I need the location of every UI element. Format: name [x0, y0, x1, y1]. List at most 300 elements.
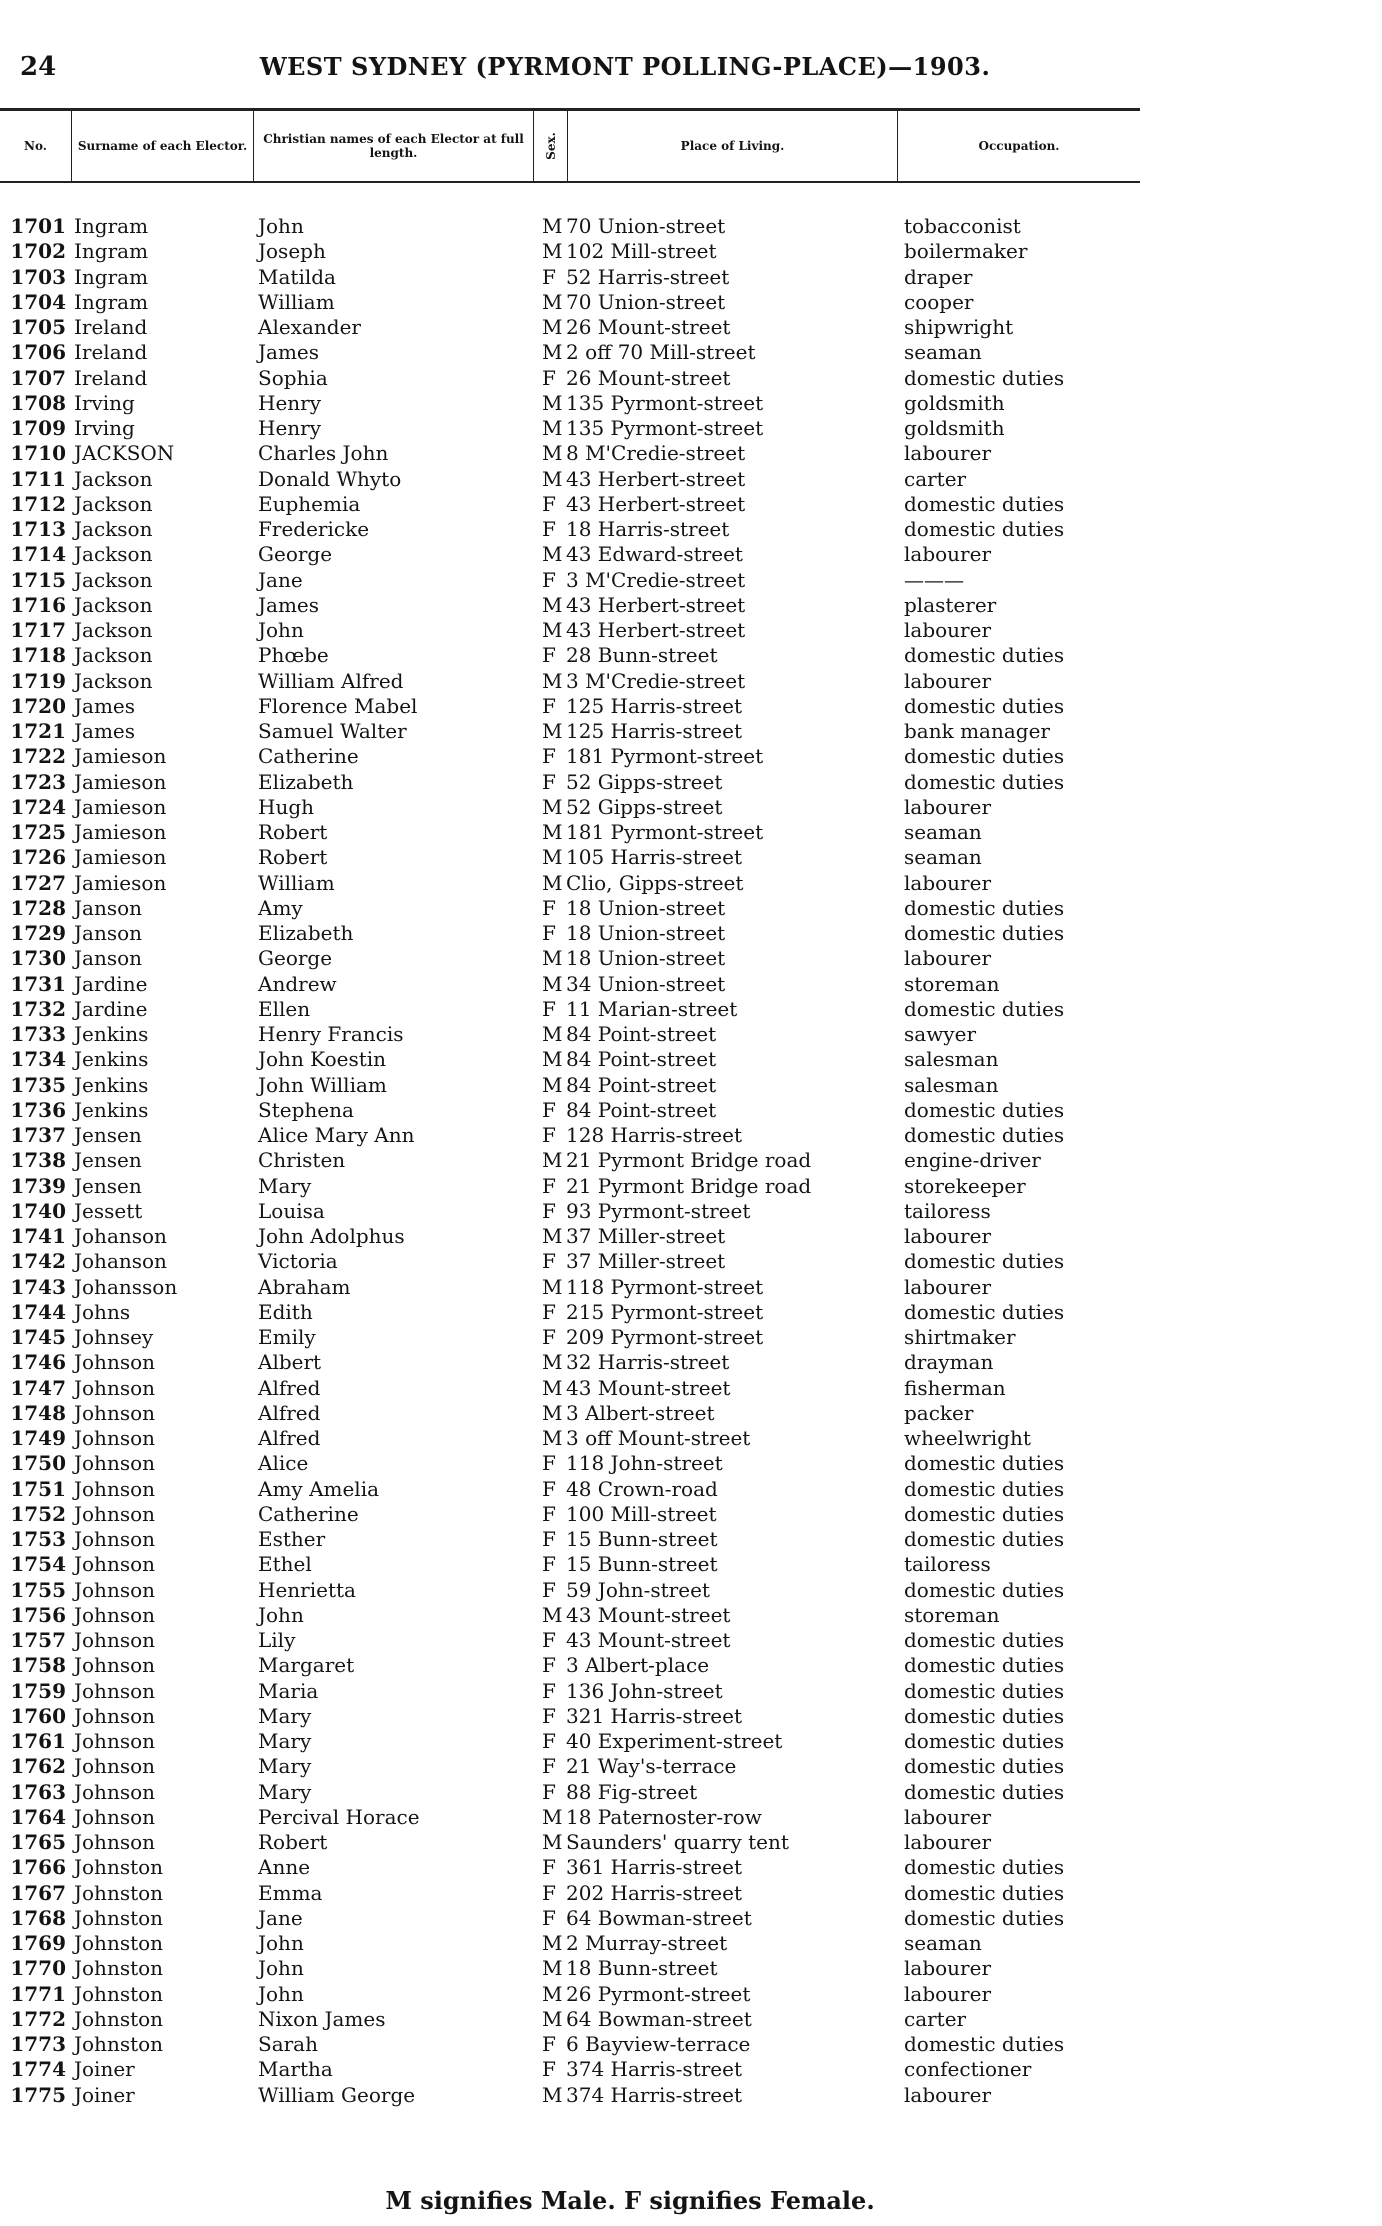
sex-legend: M signifies Male. F signifies Female. [385, 2186, 875, 2215]
row-sex: F [542, 1905, 556, 1930]
table-row [0, 770, 1140, 795]
row-surname: Johnston [74, 1931, 164, 1955]
row-place-of-living: 209 Pyrmont-street [566, 1325, 764, 1349]
row-occupation: labourer [904, 618, 992, 642]
row-surname: Jackson [74, 542, 153, 567]
row-surname: Jackson [74, 618, 153, 642]
row-surname: Jamieson [74, 769, 167, 794]
row-number: 1758 [10, 1653, 66, 1678]
row-sex: F [542, 769, 556, 794]
row-christian-names: James [258, 592, 320, 617]
row-number: 1706 [10, 340, 66, 365]
row-christian-names: John [258, 1602, 304, 1627]
row-sex: M [542, 592, 563, 617]
row-christian-names: Nixon James [258, 2006, 386, 2031]
row-sex: F [542, 1173, 556, 1198]
row-number: 1724 [10, 794, 66, 819]
row-place-of-living: 125 Harris-street [566, 693, 743, 718]
row-place-of-living: 84 Point-street [566, 1097, 717, 1122]
row-christian-names: Elizabeth [258, 921, 354, 945]
row-occupation: shirtmaker [904, 1325, 1016, 1349]
row-number: 1719 [10, 668, 66, 693]
row-surname: Ireland [74, 315, 148, 339]
table-row [0, 2057, 1140, 2082]
row-surname: Jardine [74, 971, 148, 996]
row-place-of-living: 37 Miller-street [566, 1249, 726, 1274]
row-number: 1749 [10, 1426, 66, 1450]
row-place-of-living: 2 Murray-street [566, 1931, 728, 1955]
row-sex: M [542, 1981, 563, 2006]
row-sex: M [542, 870, 563, 895]
row-christian-names: Jane [258, 1905, 303, 1930]
table-row [0, 1982, 1140, 2007]
row-occupation: storeman [904, 971, 1000, 996]
row-sex: M [542, 542, 563, 567]
row-occupation: bank manager [904, 719, 1050, 743]
row-place-of-living: 43 Edward-street [566, 542, 743, 567]
row-number: 1772 [10, 2006, 66, 2031]
table-row [0, 1401, 1140, 1426]
table-row [0, 871, 1140, 896]
row-occupation: engine-driver [904, 1148, 1041, 1173]
row-number: 1702 [10, 239, 66, 264]
table-row [0, 1249, 1140, 1274]
row-sex: F [542, 1325, 556, 1349]
row-place-of-living: 84 Point-street [566, 1047, 717, 1072]
table-row [0, 1956, 1140, 1981]
row-occupation: labourer [904, 1804, 992, 1829]
row-sex: F [542, 1299, 556, 1324]
row-number: 1768 [10, 1905, 66, 1930]
table-row [0, 1502, 1140, 1527]
row-number: 1763 [10, 1779, 66, 1804]
row-occupation: labourer [904, 1224, 992, 1248]
row-surname: Irving [74, 390, 135, 415]
row-sex: F [542, 1754, 556, 1779]
table-row [0, 845, 1140, 870]
row-sex: M [542, 2082, 563, 2107]
row-sex: M [542, 390, 563, 415]
table-row [0, 416, 1140, 441]
row-occupation: labourer [904, 1981, 992, 2006]
row-sex: M [542, 971, 563, 996]
table-row [0, 946, 1140, 971]
row-occupation: goldsmith [904, 390, 1005, 415]
table-row [0, 290, 1140, 315]
row-number: 1748 [10, 1400, 66, 1425]
row-surname: Johnson [74, 1729, 156, 1753]
table-row [0, 568, 1140, 593]
row-sex: M [542, 289, 563, 314]
table-row [0, 1325, 1140, 1350]
table-row [0, 1300, 1140, 1325]
row-place-of-living: 52 Gipps-street [566, 794, 723, 819]
row-number: 1757 [10, 1628, 66, 1652]
row-surname: Irving [74, 416, 135, 440]
row-sex: F [542, 643, 556, 668]
row-surname: Janson [74, 895, 143, 920]
row-occupation: labourer [904, 794, 992, 819]
column-header-no: No. [0, 111, 72, 181]
row-occupation: wheelwright [904, 1426, 1031, 1450]
row-surname: Johnson [74, 1476, 156, 1501]
row-sex: M [542, 315, 563, 339]
row-number: 1750 [10, 1451, 66, 1476]
row-sex: M [542, 1804, 563, 1829]
row-place-of-living: 18 Union-street [566, 895, 726, 920]
row-number: 1754 [10, 1552, 66, 1577]
row-sex: M [542, 719, 563, 743]
table-row [0, 1855, 1140, 1880]
row-place-of-living: 48 Crown-road [566, 1476, 718, 1501]
row-place-of-living: 43 Herbert-street [566, 618, 746, 642]
table-row [0, 1754, 1140, 1779]
row-sex: F [542, 1249, 556, 1274]
row-christian-names: Matilda [258, 264, 336, 289]
row-christian-names: Jane [258, 567, 303, 592]
row-christian-names: Charles John [258, 441, 389, 466]
row-christian-names: Christen [258, 1148, 346, 1173]
row-place-of-living: 52 Harris-street [566, 264, 730, 289]
row-place-of-living: 43 Mount-street [566, 1375, 731, 1400]
row-christian-names: Robert [258, 1830, 328, 1854]
row-number: 1730 [10, 946, 66, 971]
row-place-of-living: 6 Bayview-terrace [566, 2032, 751, 2056]
row-number: 1734 [10, 1047, 66, 1072]
table-row [0, 1805, 1140, 1830]
row-surname: Jenkins [74, 1097, 149, 1122]
row-surname: Jessett [74, 1198, 143, 1223]
row-surname: Ingram [74, 264, 149, 289]
row-occupation: labourer [904, 2082, 992, 2107]
row-place-of-living: 374 Harris-street [566, 2082, 743, 2107]
row-sex: F [542, 1653, 556, 1678]
table-row [0, 1704, 1140, 1729]
page-number: 24 [20, 52, 57, 82]
row-occupation: domestic duties [904, 1097, 1065, 1122]
column-header-christian-names: Christian names of each Elector at full length. [254, 111, 534, 181]
row-sex: M [542, 2006, 563, 2031]
row-occupation: labourer [904, 870, 992, 895]
row-place-of-living: 43 Mount-street [566, 1602, 731, 1627]
row-number: 1761 [10, 1729, 66, 1753]
row-place-of-living: 84 Point-street [566, 1072, 717, 1097]
row-sex: M [542, 1224, 563, 1248]
table-row [0, 694, 1140, 719]
row-christian-names: Maria [258, 1678, 319, 1703]
row-sex: F [542, 491, 556, 516]
row-christian-names: Henry Francis [258, 1022, 404, 1046]
row-surname: Johnston [74, 1956, 164, 1981]
row-number: 1760 [10, 1703, 66, 1728]
row-place-of-living: 18 Harris-street [566, 517, 730, 541]
row-sex: M [542, 1047, 563, 1072]
row-number: 1764 [10, 1804, 66, 1829]
row-surname: Johnson [74, 1678, 156, 1703]
row-number: 1745 [10, 1325, 66, 1349]
row-place-of-living: 2 off 70 Mill-street [566, 340, 756, 365]
table-row [0, 391, 1140, 416]
row-number: 1746 [10, 1350, 66, 1375]
row-sex: M [542, 1956, 563, 1981]
row-sex: F [542, 1198, 556, 1223]
row-number: 1742 [10, 1249, 66, 1274]
row-surname: Jensen [74, 1123, 142, 1147]
row-christian-names: Samuel Walter [258, 719, 407, 743]
row-place-of-living: 3 Albert-place [566, 1653, 710, 1678]
table-row [0, 1780, 1140, 1805]
row-number: 1743 [10, 1274, 66, 1299]
row-occupation: tobacconist [904, 214, 1021, 238]
row-christian-names: Sophia [258, 365, 328, 390]
table-row [0, 1477, 1140, 1502]
row-number: 1739 [10, 1173, 66, 1198]
page-header [0, 52, 1140, 92]
row-surname: Johnson [74, 1653, 156, 1678]
row-surname: James [74, 719, 136, 743]
row-place-of-living: 125 Harris-street [566, 719, 743, 743]
row-number: 1726 [10, 845, 66, 870]
row-sex: M [542, 618, 563, 642]
row-sex: F [542, 517, 556, 541]
row-occupation: seaman [904, 820, 982, 844]
row-number: 1727 [10, 870, 66, 895]
row-occupation: domestic duties [904, 1729, 1065, 1753]
column-header-place: Place of Living. [568, 111, 898, 181]
table-row [0, 315, 1140, 340]
row-surname: Jensen [74, 1173, 142, 1198]
row-surname: Jackson [74, 668, 153, 693]
row-sex: M [542, 1375, 563, 1400]
row-surname: Jackson [74, 491, 153, 516]
row-number: 1740 [10, 1198, 66, 1223]
row-christian-names: Percival Horace [258, 1804, 420, 1829]
row-sex: F [542, 1451, 556, 1476]
row-place-of-living: 21 Way's-terrace [566, 1754, 737, 1779]
row-occupation: drayman [904, 1350, 994, 1375]
row-christian-names: Anne [258, 1855, 311, 1880]
row-occupation: domestic duties [904, 1577, 1065, 1602]
table-row [0, 896, 1140, 921]
row-surname: Ireland [74, 340, 148, 365]
row-sex: F [542, 1476, 556, 1501]
row-number: 1704 [10, 289, 66, 314]
row-christian-names: Emily [258, 1325, 316, 1349]
row-surname: Johnson [74, 1426, 156, 1450]
row-surname: Johansson [74, 1274, 178, 1299]
row-number: 1765 [10, 1830, 66, 1854]
row-christian-names: James [258, 340, 320, 365]
row-sex: F [542, 1678, 556, 1703]
row-surname: Jenkins [74, 1022, 149, 1046]
row-occupation: domestic duties [904, 1501, 1065, 1526]
row-sex: F [542, 1501, 556, 1526]
row-place-of-living: 135 Pyrmont-street [566, 390, 764, 415]
row-surname: Janson [74, 921, 143, 945]
table-row [0, 2007, 1140, 2032]
row-number: 1759 [10, 1678, 66, 1703]
table-row [0, 1350, 1140, 1375]
row-number: 1755 [10, 1577, 66, 1602]
row-surname: Johnson [74, 1754, 156, 1779]
row-occupation: domestic duties [904, 1880, 1065, 1905]
row-place-of-living: 128 Harris-street [566, 1123, 743, 1147]
row-place-of-living: 43 Herbert-street [566, 491, 746, 516]
row-sex: F [542, 1552, 556, 1577]
row-christian-names: William [258, 289, 335, 314]
row-place-of-living: 70 Union-street [566, 289, 726, 314]
row-surname: Johnson [74, 1577, 156, 1602]
table-row [0, 1653, 1140, 1678]
table-row [0, 366, 1140, 391]
row-place-of-living: 135 Pyrmont-street [566, 416, 764, 440]
row-place-of-living: 105 Harris-street [566, 845, 743, 870]
row-occupation: shipwright [904, 315, 1014, 339]
row-christian-names: George [258, 946, 333, 971]
row-surname: Johnson [74, 1375, 156, 1400]
table-row [0, 1603, 1140, 1628]
table-row [0, 820, 1140, 845]
row-number: 1729 [10, 921, 66, 945]
row-sex: M [542, 1022, 563, 1046]
row-sex: F [542, 1527, 556, 1551]
table-row [0, 1552, 1140, 1577]
row-christian-names: William [258, 870, 335, 895]
row-number: 1735 [10, 1072, 66, 1097]
row-number: 1752 [10, 1501, 66, 1526]
row-sex: F [542, 1097, 556, 1122]
row-sex: F [542, 264, 556, 289]
row-christian-names: John [258, 618, 304, 642]
row-occupation: domestic duties [904, 1779, 1065, 1804]
row-surname: Johnson [74, 1527, 156, 1551]
row-sex: F [542, 1628, 556, 1652]
row-surname: Johnson [74, 1501, 156, 1526]
row-christian-names: Joseph [258, 239, 326, 264]
row-sex: M [542, 668, 563, 693]
table-row [0, 1906, 1140, 1931]
elector-list [0, 214, 1140, 2108]
row-place-of-living: 136 John-street [566, 1678, 723, 1703]
row-sex: F [542, 921, 556, 945]
row-surname: Johnson [74, 1602, 156, 1627]
row-number: 1762 [10, 1754, 66, 1779]
row-sex: M [542, 946, 563, 971]
row-number: 1712 [10, 491, 66, 516]
row-number: 1709 [10, 416, 66, 440]
row-occupation: ——— [904, 567, 964, 592]
row-sex: M [542, 1400, 563, 1425]
row-place-of-living: 18 Union-street [566, 946, 726, 971]
row-place-of-living: 3 M'Credie-street [566, 567, 746, 592]
row-christian-names: Ellen [258, 996, 311, 1021]
row-christian-names: John Adolphus [258, 1224, 405, 1248]
row-christian-names: Catherine [258, 1501, 359, 1526]
row-occupation: domestic duties [904, 693, 1065, 718]
table-row [0, 265, 1140, 290]
table-row [0, 1199, 1140, 1224]
row-sex: M [542, 1148, 563, 1173]
row-occupation: cooper [904, 289, 974, 314]
row-surname: Johnson [74, 1804, 156, 1829]
row-occupation: salesman [904, 1072, 999, 1097]
row-sex: M [542, 1830, 563, 1854]
row-occupation: goldsmith [904, 416, 1005, 440]
row-sex: M [542, 1350, 563, 1375]
row-christian-names: Euphemia [258, 491, 361, 516]
row-occupation: confectioner [904, 2057, 1032, 2082]
row-number: 1741 [10, 1224, 66, 1248]
row-christian-names: Mary [258, 1779, 312, 1804]
row-occupation: seaman [904, 845, 982, 870]
row-number: 1710 [10, 441, 66, 466]
row-occupation: fisherman [904, 1375, 1006, 1400]
row-place-of-living: 52 Gipps-street [566, 769, 723, 794]
table-row [0, 593, 1140, 618]
row-place-of-living: 28 Bunn-street [566, 643, 718, 668]
row-place-of-living: 32 Harris-street [566, 1350, 730, 1375]
row-number: 1770 [10, 1956, 66, 1981]
row-occupation: labourer [904, 1830, 992, 1854]
row-place-of-living: 321 Harris-street [566, 1703, 743, 1728]
row-number: 1707 [10, 365, 66, 390]
row-occupation: domestic duties [904, 1628, 1065, 1652]
row-christian-names: Alice Mary Ann [258, 1123, 415, 1147]
row-number: 1722 [10, 744, 66, 769]
row-surname: Ireland [74, 365, 148, 390]
row-number: 1703 [10, 264, 66, 289]
table-row [0, 467, 1140, 492]
row-surname: Johnston [74, 2032, 164, 2056]
row-sex: F [542, 1123, 556, 1147]
row-christian-names: Henry [258, 416, 322, 440]
row-occupation: domestic duties [904, 1754, 1065, 1779]
row-number: 1720 [10, 693, 66, 718]
row-christian-names: John [258, 1981, 304, 2006]
row-surname: Johns [74, 1299, 131, 1324]
row-number: 1716 [10, 592, 66, 617]
row-place-of-living: 70 Union-street [566, 214, 726, 238]
row-sex: M [542, 794, 563, 819]
table-row [0, 669, 1140, 694]
table-row [0, 1098, 1140, 1123]
row-occupation: domestic duties [904, 1123, 1065, 1147]
table-row [0, 441, 1140, 466]
row-place-of-living: 11 Marian-street [566, 996, 738, 1021]
row-occupation: domestic duties [904, 2032, 1065, 2056]
row-place-of-living: 374 Harris-street [566, 2057, 743, 2082]
row-surname: Johnson [74, 1830, 156, 1854]
table-row [0, 1578, 1140, 1603]
table-row [0, 643, 1140, 668]
table-row [0, 719, 1140, 744]
row-place-of-living: 93 Pyrmont-street [566, 1198, 751, 1223]
row-occupation: domestic duties [904, 769, 1065, 794]
row-surname: Johnson [74, 1703, 156, 1728]
row-christian-names: Catherine [258, 744, 359, 769]
row-number: 1767 [10, 1880, 66, 1905]
row-number: 1736 [10, 1097, 66, 1122]
row-surname: JACKSON [74, 441, 175, 466]
row-surname: Jackson [74, 567, 153, 592]
row-occupation: domestic duties [904, 1476, 1065, 1501]
row-place-of-living: 64 Bowman-street [566, 1905, 752, 1930]
row-christian-names: Mary [258, 1729, 312, 1753]
row-christian-names: Stephena [258, 1097, 354, 1122]
row-occupation: seaman [904, 340, 982, 365]
row-surname: Janson [74, 946, 143, 971]
row-number: 1723 [10, 769, 66, 794]
